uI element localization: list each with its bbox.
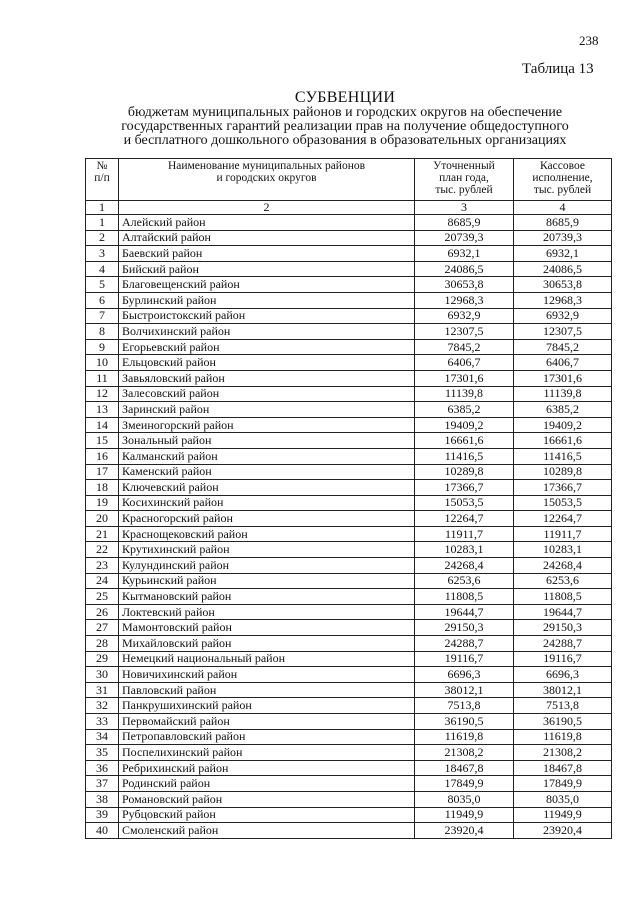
district-name: Краснощековский район	[119, 526, 415, 542]
row-number: 28	[86, 636, 119, 652]
plan-value: 24288,7	[415, 636, 514, 652]
plan-value: 21308,2	[415, 745, 514, 761]
cash-value: 6932,1	[514, 246, 612, 262]
plan-value: 11949,9	[415, 807, 514, 823]
cash-value: 17366,7	[514, 480, 612, 496]
cash-value: 17849,9	[514, 776, 612, 792]
row-number: 4	[86, 261, 119, 277]
cash-value: 8685,9	[514, 215, 612, 231]
cash-value: 23920,4	[514, 823, 612, 839]
table-row	[86, 745, 612, 761]
table-row	[86, 823, 612, 839]
table-row	[86, 230, 612, 246]
row-number: 36	[86, 760, 119, 776]
table-row	[86, 370, 612, 386]
table-row	[86, 464, 612, 480]
header-cash-line: исполнение,	[532, 172, 593, 184]
header-plan-line: тыс. рублей	[435, 184, 493, 196]
district-name: Заринский район	[119, 402, 415, 418]
cash-value: 11416,5	[514, 448, 612, 464]
row-number: 34	[86, 729, 119, 745]
cash-value: 21308,2	[514, 745, 612, 761]
table-row	[86, 308, 612, 324]
table-row	[86, 776, 612, 792]
cash-value: 11619,8	[514, 729, 612, 745]
plan-value: 17849,9	[415, 776, 514, 792]
district-name: Смоленский район	[119, 823, 415, 839]
row-number: 21	[86, 526, 119, 542]
plan-value: 24086,5	[415, 261, 514, 277]
district-name: Быстроистокский район	[119, 308, 415, 324]
cash-value: 11808,5	[514, 589, 612, 605]
district-name: Благовещенский район	[119, 277, 415, 293]
table-row	[86, 246, 612, 262]
plan-value: 11808,5	[415, 589, 514, 605]
row-number: 37	[86, 776, 119, 792]
header-cash-line: Кассовое	[540, 160, 585, 172]
row-number: 23	[86, 558, 119, 574]
district-name: Новичихинский район	[119, 667, 415, 683]
table-row	[86, 324, 612, 340]
district-name: Панкрушихинский район	[119, 698, 415, 714]
row-number: 7	[86, 308, 119, 324]
row-number: 24	[86, 573, 119, 589]
district-name: Ельцовский район	[119, 355, 415, 371]
column-index: 2	[119, 201, 415, 215]
table-header-row	[86, 159, 612, 201]
table-row	[86, 791, 612, 807]
district-name: Баевский район	[119, 246, 415, 262]
cash-value: 6406,7	[514, 355, 612, 371]
row-number: 40	[86, 823, 119, 839]
table-row	[86, 386, 612, 402]
document-title: СУБВЕНЦИИ	[294, 89, 396, 106]
cash-value: 17301,6	[514, 370, 612, 386]
header-name-line: Наименование муниципальных районов	[167, 160, 366, 172]
cash-value: 10289,8	[514, 464, 612, 480]
table-row	[86, 526, 612, 542]
cash-value: 6696,3	[514, 667, 612, 683]
district-name: Алтайский район	[119, 230, 415, 246]
plan-value: 17301,6	[415, 370, 514, 386]
row-number: 22	[86, 542, 119, 558]
row-number: 39	[86, 807, 119, 823]
cash-value: 12307,5	[514, 324, 612, 340]
table-row	[86, 261, 612, 277]
cash-value: 7845,2	[514, 339, 612, 355]
cash-value: 15053,5	[514, 495, 612, 511]
district-name: Косихинский район	[119, 495, 415, 511]
district-name: Ключевский район	[119, 480, 415, 496]
district-name: Крутихинский район	[119, 542, 415, 558]
header-plan-line: Уточненный	[433, 160, 495, 172]
row-number: 3	[86, 246, 119, 262]
row-number: 19	[86, 495, 119, 511]
cash-value: 36190,5	[514, 714, 612, 730]
column-index: 1	[86, 201, 119, 215]
row-number: 31	[86, 682, 119, 698]
plan-value: 10283,1	[415, 542, 514, 558]
table-row	[86, 636, 612, 652]
column-index: 3	[415, 201, 514, 215]
district-name: Поспелихинский район	[119, 745, 415, 761]
plan-value: 6696,3	[415, 667, 514, 683]
plan-value: 7513,8	[415, 698, 514, 714]
subtitle-line: бюджетам муниципальных районов и городских округов на обеспечение	[127, 105, 563, 120]
plan-value: 11619,8	[415, 729, 514, 745]
cash-value: 19409,2	[514, 417, 612, 433]
cash-value: 11911,7	[514, 526, 612, 542]
district-name: Павловский район	[119, 682, 415, 698]
row-number: 17	[86, 464, 119, 480]
table-row	[86, 558, 612, 574]
row-number: 12	[86, 386, 119, 402]
plan-value: 11416,5	[415, 448, 514, 464]
row-number: 35	[86, 745, 119, 761]
row-number: 26	[86, 604, 119, 620]
plan-value: 6406,7	[415, 355, 514, 371]
row-number: 27	[86, 620, 119, 636]
cash-value: 24268,4	[514, 558, 612, 574]
table-row	[86, 589, 612, 605]
table-row	[86, 355, 612, 371]
district-name: Рубцовский район	[119, 807, 415, 823]
table-row	[86, 402, 612, 418]
plan-value: 6385,2	[415, 402, 514, 418]
plan-value: 38012,1	[415, 682, 514, 698]
cash-value: 12264,7	[514, 511, 612, 527]
district-name: Алейский район	[119, 215, 415, 231]
plan-value: 23920,4	[415, 823, 514, 839]
row-number: 8	[86, 324, 119, 340]
district-name: Зональный район	[119, 433, 415, 449]
table-row	[86, 714, 612, 730]
row-number: 30	[86, 667, 119, 683]
cash-value: 16661,6	[514, 433, 612, 449]
plan-value: 6932,9	[415, 308, 514, 324]
plan-value: 24268,4	[415, 558, 514, 574]
cash-value: 10283,1	[514, 542, 612, 558]
plan-value: 6932,1	[415, 246, 514, 262]
table-row	[86, 542, 612, 558]
header-num-line: п/п	[94, 172, 110, 184]
table-row	[86, 729, 612, 745]
table-row	[86, 807, 612, 823]
district-name: Залесовский район	[119, 386, 415, 402]
plan-value: 8035,0	[415, 791, 514, 807]
table-row	[86, 495, 612, 511]
row-number: 25	[86, 589, 119, 605]
table-row	[86, 417, 612, 433]
header-name-line: и городских округов	[216, 172, 317, 184]
cash-value: 24086,5	[514, 261, 612, 277]
plan-value: 12264,7	[415, 511, 514, 527]
plan-value: 11911,7	[415, 526, 514, 542]
district-name: Бурлинский район	[119, 292, 415, 308]
district-name: Змеиногорский район	[119, 417, 415, 433]
row-number: 2	[86, 230, 119, 246]
district-name: Мамонтовский район	[119, 620, 415, 636]
cash-value: 30653,8	[514, 277, 612, 293]
row-number: 33	[86, 714, 119, 730]
row-number: 6	[86, 292, 119, 308]
plan-value: 8685,9	[415, 215, 514, 231]
row-number: 38	[86, 791, 119, 807]
district-name: Михайловский район	[119, 636, 415, 652]
table-row	[86, 511, 612, 527]
table-row	[86, 573, 612, 589]
table-row	[86, 277, 612, 293]
district-name: Волчихинский район	[119, 324, 415, 340]
district-name: Первомайский район	[119, 714, 415, 730]
district-name: Калманский район	[119, 448, 415, 464]
subtitle-line: и бесплатного дошкольного образования в образовательных организациях	[123, 133, 567, 148]
row-number: 1	[86, 215, 119, 231]
district-name: Каменский район	[119, 464, 415, 480]
column-index-row	[86, 201, 612, 215]
cash-value: 6385,2	[514, 402, 612, 418]
plan-value: 20739,3	[415, 230, 514, 246]
cash-value: 6932,9	[514, 308, 612, 324]
cash-value: 6253,6	[514, 573, 612, 589]
column-index: 4	[514, 201, 612, 215]
table-row	[86, 682, 612, 698]
table-row	[86, 667, 612, 683]
plan-value: 18467,8	[415, 760, 514, 776]
plan-value: 12968,3	[415, 292, 514, 308]
cash-value: 7513,8	[514, 698, 612, 714]
cash-value: 20739,3	[514, 230, 612, 246]
header-cash-line: тыс. рублей	[533, 184, 592, 196]
plan-value: 10289,8	[415, 464, 514, 480]
plan-value: 29150,3	[415, 620, 514, 636]
cash-value: 29150,3	[514, 620, 612, 636]
table-row	[86, 760, 612, 776]
district-name: Локтевский район	[119, 604, 415, 620]
table-row	[86, 339, 612, 355]
cash-value: 18467,8	[514, 760, 612, 776]
row-number: 29	[86, 651, 119, 667]
district-name: Родинский район	[119, 776, 415, 792]
subventions-table	[85, 158, 612, 839]
district-name: Завьяловский район	[119, 370, 415, 386]
cash-value: 8035,0	[514, 791, 612, 807]
district-name: Красногорский район	[119, 511, 415, 527]
document-subtitle	[80, 106, 610, 148]
district-name: Немецкий национальный район	[119, 651, 415, 667]
plan-value: 7845,2	[415, 339, 514, 355]
cash-value: 11949,9	[514, 807, 612, 823]
plan-value: 19116,7	[415, 651, 514, 667]
row-number: 5	[86, 277, 119, 293]
table-row	[86, 698, 612, 714]
row-number: 16	[86, 448, 119, 464]
cash-value: 12968,3	[514, 292, 612, 308]
row-number: 15	[86, 433, 119, 449]
district-name: Петропавловский район	[119, 729, 415, 745]
cash-value: 11139,8	[514, 386, 612, 402]
district-name: Бийский район	[119, 261, 415, 277]
row-number: 32	[86, 698, 119, 714]
plan-value: 15053,5	[415, 495, 514, 511]
header-plan	[415, 159, 514, 201]
district-name: Кытмановский район	[119, 589, 415, 605]
district-name: Курьинский район	[119, 573, 415, 589]
plan-value: 17366,7	[415, 480, 514, 496]
table-row	[86, 480, 612, 496]
table-row	[86, 448, 612, 464]
cash-value: 19644,7	[514, 604, 612, 620]
table-row	[86, 604, 612, 620]
row-number: 18	[86, 480, 119, 496]
header-num-line: №	[96, 160, 108, 172]
page-number: 238	[579, 33, 599, 48]
header-num	[86, 159, 119, 201]
plan-value: 19644,7	[415, 604, 514, 620]
header-plan-line: план года,	[439, 172, 489, 184]
row-number: 11	[86, 370, 119, 386]
cash-value: 19116,7	[514, 651, 612, 667]
table-row	[86, 292, 612, 308]
row-number: 20	[86, 511, 119, 527]
table-label: Таблица 13	[522, 61, 594, 77]
district-name: Ребрихинский район	[119, 760, 415, 776]
plan-value: 11139,8	[415, 386, 514, 402]
row-number: 9	[86, 339, 119, 355]
header-name	[119, 159, 415, 201]
subtitle-line: государственных гарантий реализации прав на получение общедоступного	[121, 119, 569, 134]
table-body	[86, 215, 612, 839]
district-name: Романовский район	[119, 791, 415, 807]
plan-value: 36190,5	[415, 714, 514, 730]
cash-value: 24288,7	[514, 636, 612, 652]
district-name: Кулундинский район	[119, 558, 415, 574]
plan-value: 30653,8	[415, 277, 514, 293]
district-name: Егорьевский район	[119, 339, 415, 355]
plan-value: 16661,6	[415, 433, 514, 449]
plan-value: 12307,5	[415, 324, 514, 340]
cash-value: 38012,1	[514, 682, 612, 698]
plan-value: 19409,2	[415, 417, 514, 433]
plan-value: 6253,6	[415, 573, 514, 589]
header-cash	[514, 159, 612, 201]
row-number: 13	[86, 402, 119, 418]
table-row	[86, 433, 612, 449]
row-number: 14	[86, 417, 119, 433]
table-row	[86, 215, 612, 231]
table-row	[86, 651, 612, 667]
row-number: 10	[86, 355, 119, 371]
table-row	[86, 620, 612, 636]
